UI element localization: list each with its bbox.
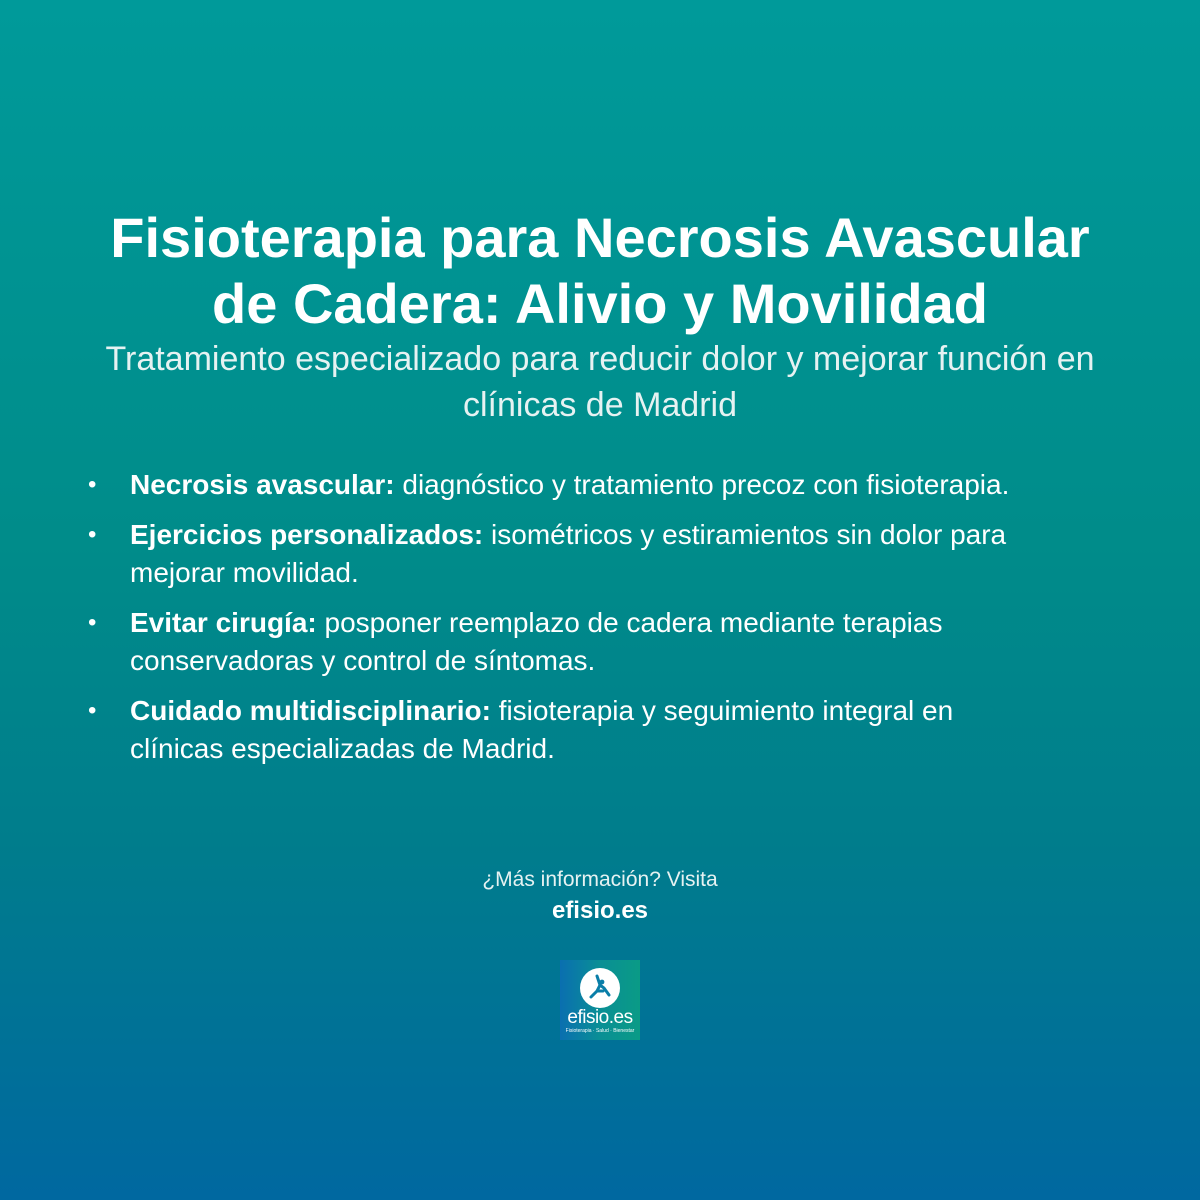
list-item [88,466,1038,504]
item-text: posponer reemplazo de cadera mediante terapias conservadoras y control de síntomas. [130,607,943,676]
item-term: Ejercicios personalizados: [130,519,484,550]
list-item [88,692,1038,768]
subtitle [0,336,1200,428]
website-link[interactable]: efisio.es [551,897,649,924]
page-title [0,205,1200,337]
bullet-icon: • [88,521,97,548]
item-text: isométricos y estiramientos sin dolor para mejorar movilidad. [130,519,1007,588]
call-to-action [0,866,1200,928]
item-text: fisioterapia y seguimiento integral en clínicas especializadas de Madrid. [130,695,954,764]
person-stretching-icon [580,968,620,1008]
bullet-icon: • [88,471,97,498]
item-term: Necrosis avascular: [130,469,395,500]
subtitle-line-2: clínicas de Madrid [462,386,737,424]
cta-text: ¿Más información? Visita [482,868,718,891]
feature-list [88,466,1038,780]
subtitle-line-1: Tratamiento especializado para reducir dolor y mejorar función en [105,340,1095,378]
bullet-icon: • [88,697,97,724]
logo-name: efisio.es [567,1007,633,1028]
item-text: diagnóstico y tratamiento precoz con fisioterapia. [394,469,1010,500]
brand-logo [560,960,640,1040]
logo-tagline: Fisioterapia · Salud · Bienestar [565,1028,635,1034]
title-line-1: Fisioterapia para Necrosis Avascular [110,206,1090,269]
item-term: Cuidado multidisciplinario: [130,695,491,726]
bullet-icon: • [88,609,97,636]
item-term: Evitar cirugía: [130,607,317,638]
list-item [88,516,1038,592]
list-item [88,604,1038,680]
title-line-2: de Cadera: Alivio y Movilidad [212,272,988,335]
